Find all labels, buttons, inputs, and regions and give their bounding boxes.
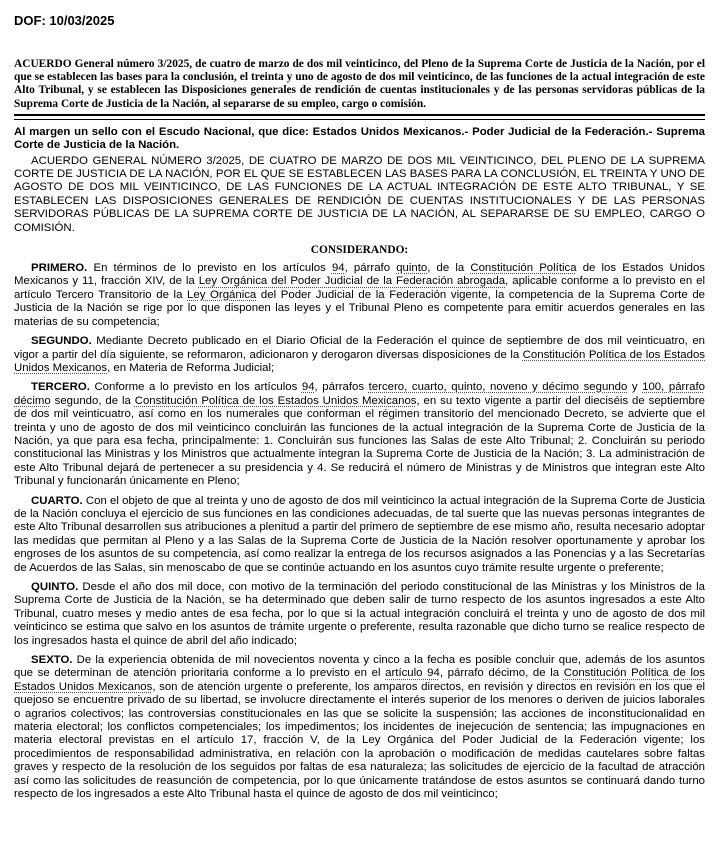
reference-link[interactable]: Ley Orgánica	[187, 288, 257, 301]
intro-paragraph: ACUERDO GENERAL NÚMERO 3/2025, DE CUATRO DE MARZO DE DOS MIL VEINTICINCO, DEL PLENO DE LA SUPREMA CORTE DE JUSTICIA DE LA NACIÓN, POR EL QUE SE ESTABLECEN LAS BASES PARA LA CONCLUSIÓN, EL TREINTA Y UNO DE AGOSTO DE DOS MIL VEINTICINCO, DE LAS FUNCIONES DE LA ACTUAL INTEGRACIÓN DE ESTE ALTO TRIBUNAL, Y SE ESTABLECEN LAS DISPOSICIONES GENERALES DE RENDICIÓN DE CUENTAS INSTITUCIONALES Y DE LAS PERSONAS SERVIDORAS PÚBLICAS DE LA SUPREMA CORTE DE JUSTICIA DE LA NACIÓN, AL SEPARARSE DE SU EMPLEO, CARGO O COMISIÓN.	[14, 154, 705, 234]
paragraph-text: , de la	[427, 262, 471, 275]
paragraph-text: del Poder Judicial de la Federación vigente, la competencia de la Suprema Corte de Justicia de la Nación se rige por lo que disponen las leyes y el Tribunal Pleno es competente para emitir acuerdos generales en las materias de su competencia;	[14, 288, 705, 328]
paragraph-lead: CUARTO.	[31, 494, 83, 507]
paragraph-lead: TERCERO.	[31, 381, 90, 394]
section-title: CONSIDERANDO:	[310, 244, 409, 257]
considerando-primero	[14, 262, 705, 329]
reference-link[interactable]: Ley Orgánica del Poder Judicial de la Federación abrogada	[198, 275, 506, 288]
paragraph-text: , párrafos	[314, 381, 369, 394]
paragraph-text: , son de atención urgente o preferente, los amparos directos, en revisión y directos en revisión en los que el quejoso se encuentre privado de su libertad, se involucre directamente el interés superior de los menores o deriven de juicios laborales o agrarios colectivos; las controversias constitucionales en las que se solicite la suspensión; las acciones de inconstitucionalidad en materia electoral; los conflictos competenciales; los impedimentos; los incidentes de inejecución de sentencia; las impugnaciones en materia electoral previstas en el artículo 17, fracción V, de la Ley Orgánica del Poder Judicial de la Federación vigente; los procedimientos de responsabilidad administrativa, en relación con la aprobación o modificación de medidas cautelares sobre faltas graves y respecto de la resolución de los seguidos por faltas de esa naturaleza; las solicitudes de ejercicio de la facultad de atracción así como las solicitudes de reasunción de competencia, por lo que únicamente tratándose de estos asuntos se continuará dando turno respecto de los ingresados a este Alto Tribunal hasta el quince de agosto de dos mil veinticinco;	[14, 680, 706, 801]
considerando-cuarto	[14, 495, 705, 575]
paragraph-text: , párrafo	[344, 262, 397, 275]
paragraph-text: segundo, de la	[50, 394, 135, 407]
considerando-sexto	[14, 654, 705, 801]
paragraph-lead: SEGUNDO.	[31, 335, 92, 348]
considerando-tercero	[14, 381, 705, 488]
reference-link[interactable]: 94	[301, 381, 315, 394]
paragraph-text: De la experiencia obtenida de mil novecientos noventa y cinco a la fecha es posible concluir que, además de los asuntos que se determinan de atención prioritaria conforme a lo previsto en el	[14, 654, 705, 680]
reference-link[interactable]: artículo 94	[385, 667, 440, 680]
paragraph-text: , párrafo décimo, de la	[439, 667, 564, 680]
title-divider-thin	[14, 119, 705, 120]
paragraph-lead: SEXTO.	[31, 654, 73, 667]
paragraph-text: En términos de lo previsto en los artículos	[87, 262, 332, 275]
paragraph-text: Mediante Decreto publicado en el Diario Oficial de la Federación el quince de septiembre de dos mil veinticuatro, en vigor a partir del día siguiente, se reformaron, adicionaron y derogaron diversas disposiciones de la	[14, 335, 705, 361]
reference-link[interactable]: Constitución Política de los Estados Unidos Mexicanos	[14, 667, 706, 693]
paragraph-lead: QUINTO.	[31, 581, 79, 593]
reference-link[interactable]: 100, párrafo décimo	[14, 381, 705, 407]
margin-note: Al margen un sello con el Escudo Nacional, que dice: Estados Unidos Mexicanos.- Poder Judicial de la Federación.- Suprema Corte de Justicia de la Nación.	[14, 125, 705, 152]
paragraph-lead: PRIMERO.	[31, 262, 88, 275]
paragraph-text: de los Estados Unidos Mexicanos y 11, fracción XIV, de la	[14, 262, 705, 288]
publication-date: DOF: 10/03/2025	[14, 13, 115, 28]
reference-link[interactable]: quinto	[396, 262, 428, 275]
paragraph-text: , aplicable conforme a lo previsto en el artículo Tercero Transitorio de la	[14, 275, 705, 301]
reference-link[interactable]: Constitución Política	[470, 262, 577, 275]
paragraph-text: y	[627, 381, 643, 394]
reference-link[interactable]: Constitución Política de los Estados Unidos Mexicanos	[134, 394, 417, 407]
reference-link[interactable]: 94	[331, 262, 345, 275]
considerando-quinto	[14, 581, 705, 648]
paragraph-text: , en Materia de Reforma Judicial;	[107, 361, 275, 374]
paragraph-text: , en su texto vigente a partir del dieciséis de septiembre de dos mil veinticuatro, así como en los numerales que conforman el régimen transitorio del mencionado Decreto, se advierte que el treinta y uno de agosto de dos mil veinticinco concluirán las funciones de la actual integración de la Suprema Corte de Justicia de la Nación, ya que para esa fecha, principalmente: 1. Concluirán sus funciones las Salas de este Alto Tribunal; 2. Concluirán su periodo constitucional las Ministras y los Ministros que actualmente integran la Suprema Corte de Justicia de la Nación; 3. La administración de este Alto Tribunal dejará de pertenecer a su presidencia y 4. Se reducirá el número de Ministras y de Ministros que integran este Alto Tribunal y funcionarán únicamente en Pleno;	[14, 394, 705, 488]
reference-link[interactable]: tercero, cuarto, quinto, noveno y décimo segundo	[368, 381, 628, 394]
title-divider-thick	[14, 114, 705, 116]
paragraph-text: Desde el año dos mil doce, con motivo de la terminación del periodo constitucional de las Ministras y los Ministros de la Suprema Corte de Justicia de la Nación, se ha determinado que deben salir de turno respecto de los asuntos ingresados a este Alto Tribunal, cuatro meses y medio antes de esa fecha, por lo que si la actual integración concluirá el treinta y uno de agosto de dos mil veinticinco se estima que salvo en los asuntos de trámite urgente o preferente, resulta razonable que dicho turno se realice respecto de los ingresados hasta el quince de abril del año indicado;	[14, 581, 705, 647]
paragraph-text: Con el objeto de que al treinta y uno de agosto de dos mil veinticinco la actual integración de la Suprema Corte de Justicia de la Nación concluya el ejercicio de sus funciones en las condiciones adecuadas, de tal suerte que las nuevas personas integrantes de este Alto Tribunal desarrollen sus atribuciones a plenitud a partir del primero de septiembre de ese mismo año, resulta necesario adoptar las medidas que permitan al Pleno y a las Salas de la Suprema Corte de Justicia de la Nación resolver oportunamente y aprobar los engroses de los asuntos de su competencia, así como realizar la entrega de los recursos asignados a las Ponencias y a las Secretarías de Acuerdos de las Salas, sin menoscabo de que se continúe actuando en los asuntos cuyo trámite resulte urgente o preferente;	[14, 494, 705, 574]
paragraph-text: Conforme a lo previsto en los artículos	[89, 381, 302, 394]
considerando-segundo	[14, 335, 705, 375]
reference-link[interactable]: Constitución Política de los Estados Unidos Mexicanos	[14, 348, 705, 374]
decree-title: ACUERDO General número 3/2025, de cuatro de marzo de dos mil veinticinco, del Pleno de la Suprema Corte de Justicia de la Nación, por el que se establecen las bases para la conclusión, el treinta y uno de agosto de dos mil veinticinco, de las funciones de la actual integración de este Alto Tribunal, y se establecen las Disposiciones generales de rendición de cuentas institucionales y de las personas servidoras públicas de la Suprema Corte de Justicia de la Nación, al separarse de su empleo, cargo o comisión.	[14, 58, 705, 110]
